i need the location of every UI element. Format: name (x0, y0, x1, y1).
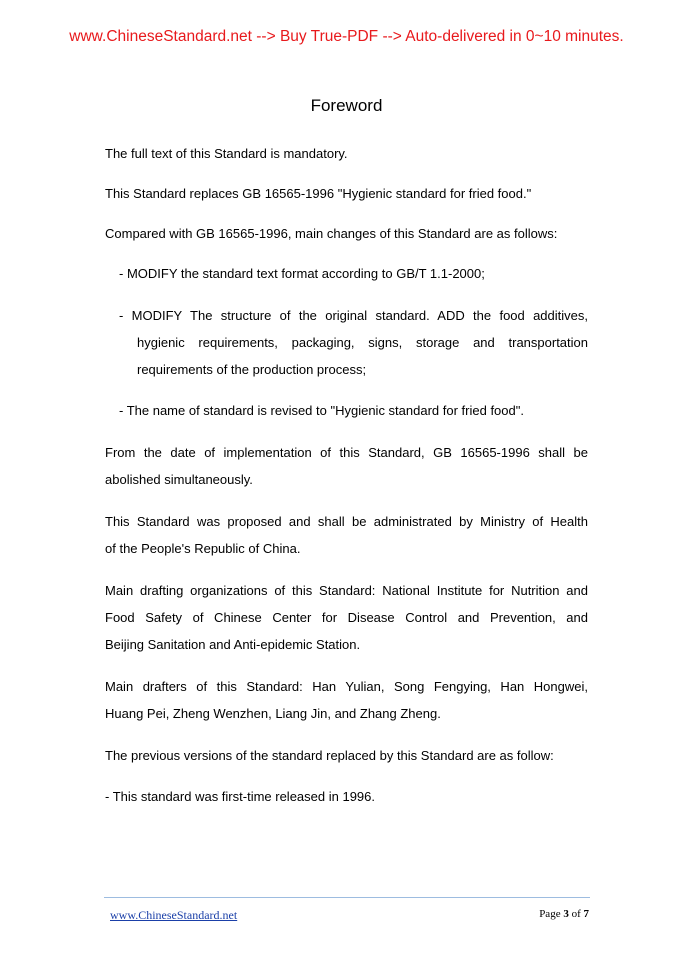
page-current: 3 (563, 908, 569, 920)
list-item-name: - The name of standard is revised to "Hygienic standard for fried food". (119, 403, 524, 418)
paragraph-organizations-line3: Beijing Sanitation and Anti-epidemic Station. (105, 637, 361, 652)
paragraph-implementation-line1: From the date of implementation of this Standard, GB 16565-1996 shall be (105, 445, 588, 460)
footer-divider (104, 897, 590, 898)
paragraph-drafters-line2: Huang Pei, Zheng Wenzhen, Liang Jin, and Zhang Zheng. (105, 706, 441, 721)
list-item-structure-line3: requirements of the production process; (137, 362, 367, 377)
paragraph-previous-versions: The previous versions of the standard replaced by this Standard are as follow: (105, 748, 554, 763)
list-item-format: - MODIFY the standard text format according to GB/T 1.1-2000; (119, 266, 485, 281)
page-total: 7 (583, 908, 589, 920)
paragraph-proposed-line1: This Standard was proposed and shall be administrated by Ministry of Health (105, 514, 588, 529)
paragraph-replaces: This Standard replaces GB 16565-1996 "Hygienic standard for fried food." (105, 186, 532, 201)
list-item-structure-line2: hygienic requirements, packaging, signs, storage and transportation (137, 335, 588, 350)
paragraph-changes: Compared with GB 16565-1996, main changes of this Standard are as follows: (105, 226, 558, 241)
paragraph-proposed-line2: of the People's Republic of China. (105, 541, 301, 556)
paragraph-mandatory: The full text of this Standard is mandatory. (105, 146, 348, 161)
paragraph-implementation-line2: abolished simultaneously. (105, 472, 253, 487)
page-of: of (571, 908, 581, 920)
paragraph-first-release: - This standard was first-time released in 1996. (105, 789, 375, 804)
paragraph-drafters-line1: Main drafters of this Standard: Han Yulian, Song Fengying, Han Hongwei, (105, 679, 588, 694)
paragraph-organizations-line2: Food Safety of Chinese Center for Disease Control and Prevention, and (105, 610, 588, 625)
list-item-structure-line1: - MODIFY The structure of the original standard. ADD the food additives, (119, 308, 588, 323)
page-number (539, 908, 589, 920)
footer-website-link[interactable]: www.ChineseStandard.net (110, 908, 238, 922)
paragraph-organizations-line1: Main drafting organizations of this Standard: National Institute for Nutrition and (105, 583, 588, 598)
page-word: Page (539, 908, 561, 920)
page-title: Foreword (310, 96, 383, 115)
top-banner-link[interactable]: www.ChineseStandard.net --> Buy True-PDF --> Auto-delivered in 0~10 minutes. (69, 28, 624, 45)
